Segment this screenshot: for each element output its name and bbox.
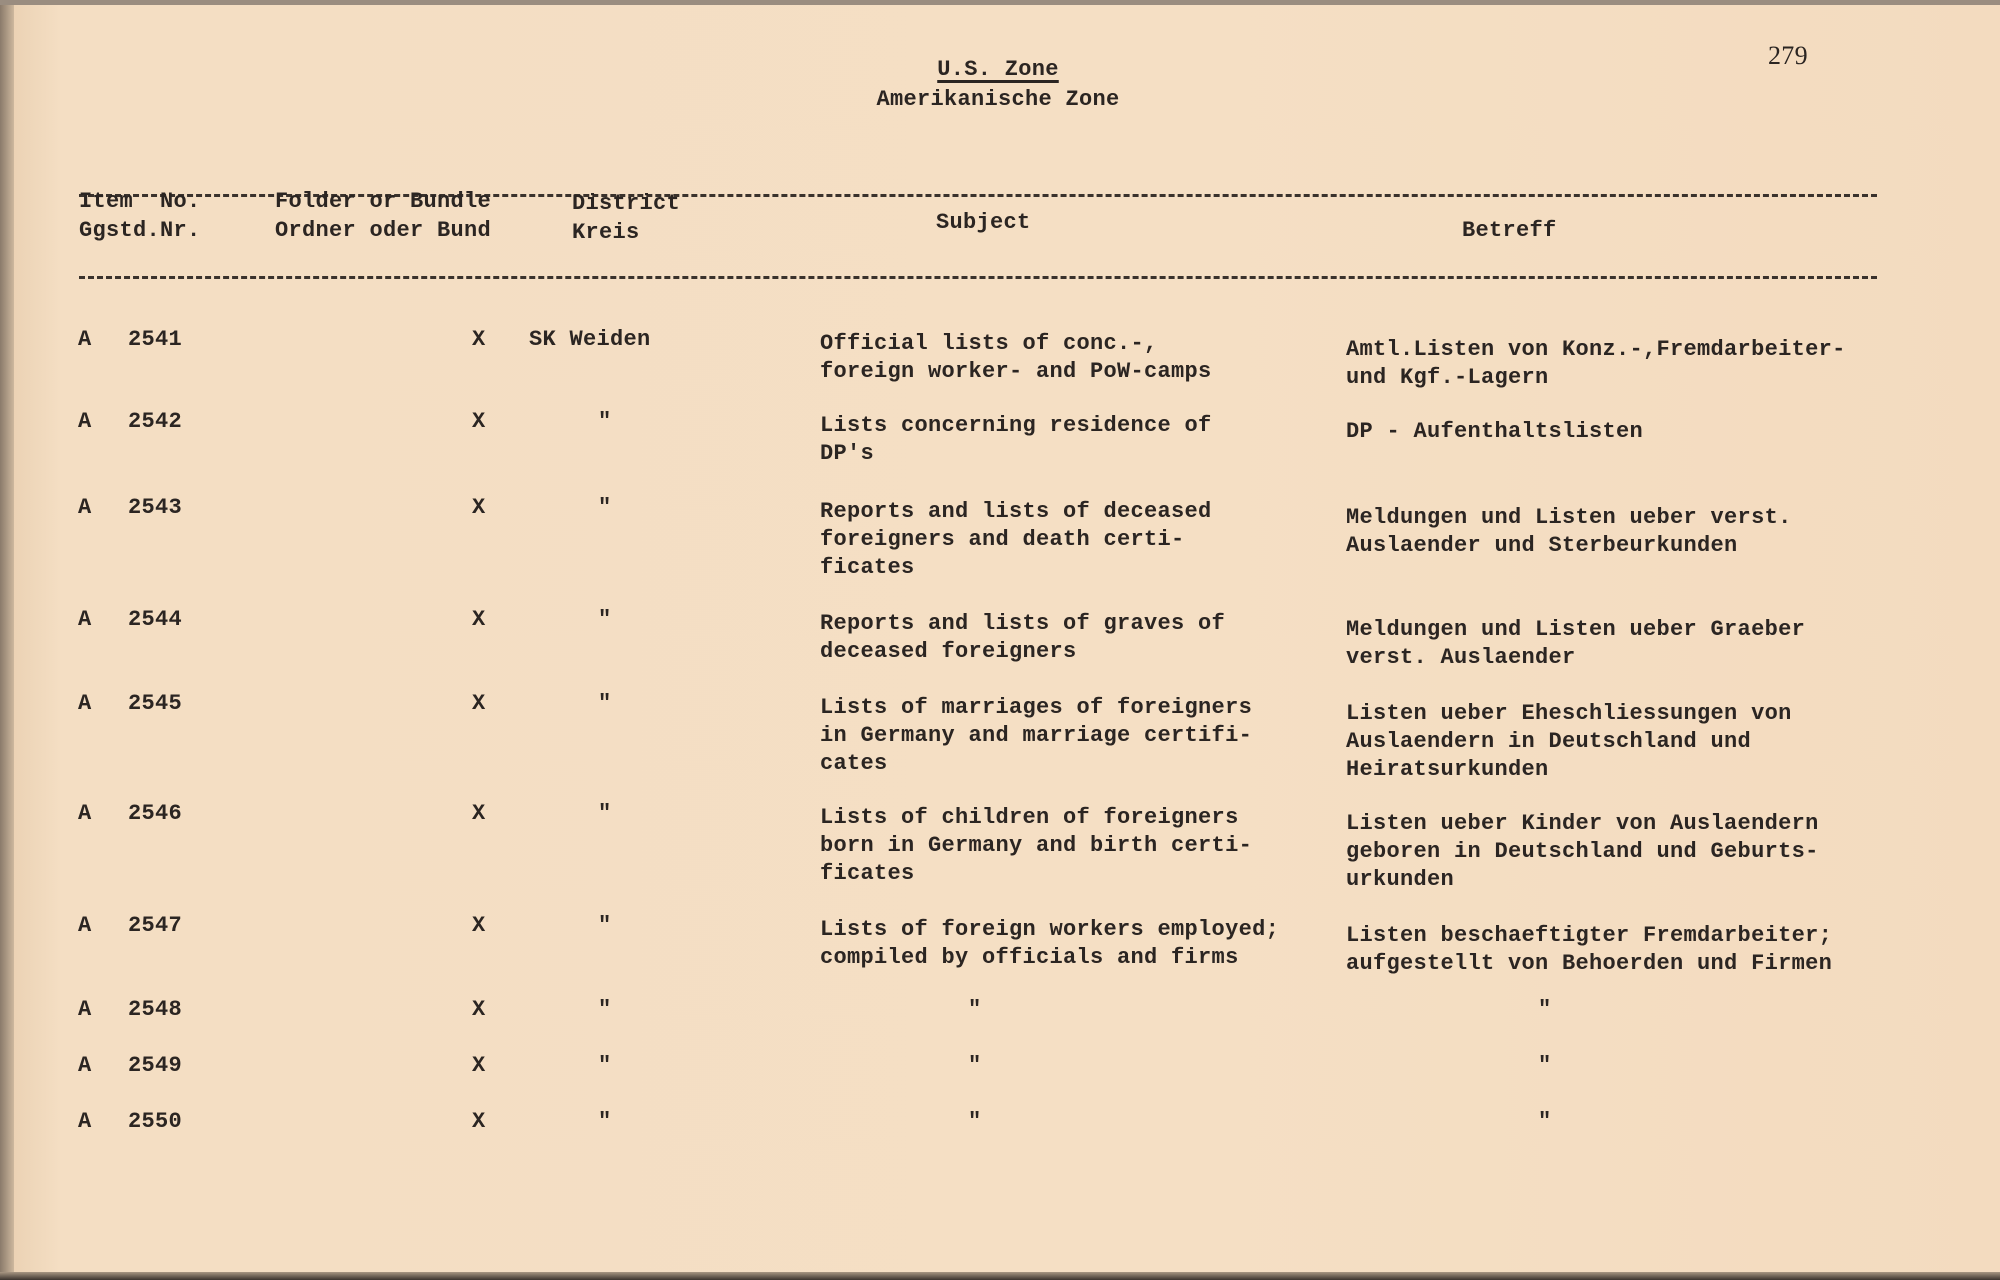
header-folder-en: Folder or Bundle [275,189,492,214]
header-folder-de: Ordner oder Bund [275,218,492,243]
page-bottom-edge [0,1272,2000,1280]
folder-mark: X [472,327,486,352]
district: " [598,1053,612,1078]
subject: Official lists of conc.-, foreign worker- and PoW-camps [820,331,1212,384]
betreff: DP - Aufenthaltslisten [1346,419,1644,444]
item-number: 2545 [128,691,183,716]
district: " [598,691,612,716]
row-prefix: A [78,495,92,520]
district: " [598,801,612,826]
folder-mark: X [472,801,486,826]
subject: " [968,997,982,1022]
item-number: 2541 [128,327,183,352]
betreff: Listen ueber Eheschliessungen von Auslaendern in Deutschland und Heiratsurkunden [1346,701,1792,782]
folder-mark: X [472,1053,486,1078]
district: " [598,1109,612,1134]
header-item-en: Item No. [79,189,201,214]
betreff: " [1538,1109,1552,1134]
row-prefix: A [78,1053,92,1078]
subject: Lists of children of foreigners born in Germany and birth certi- ficates [820,805,1253,886]
betreff: Meldungen und Listen ueber verst. Auslaender und Sterbeurkunden [1346,505,1792,558]
betreff: Meldungen und Listen ueber Graeber verst. Auslaender [1346,617,1806,670]
table-row [0,800,2000,920]
subject: Lists concerning residence of DP's [820,413,1212,466]
page-title: U.S. Zone [937,57,1059,82]
row-prefix: A [78,913,92,938]
page-number: 279 [1768,41,1808,70]
row-prefix: A [78,997,92,1022]
item-number: 2542 [128,409,183,434]
subject: Lists of marriages of foreigners in Germany and marriage certifi- cates [820,695,1253,776]
item-number: 2550 [128,1109,183,1134]
header-betreff: Betreff [1462,218,1557,243]
row-prefix: A [78,327,92,352]
subject: " [968,1109,982,1134]
betreff: Listen ueber Kinder von Auslaendern geboren in Deutschland und Geburts- urkunden [1346,811,1819,892]
folder-mark: X [472,607,486,632]
district: " [598,409,612,434]
item-number: 2548 [128,997,183,1022]
folder-mark: X [472,409,486,434]
district: " [598,997,612,1022]
subject: Reports and lists of graves of deceased foreigners [820,611,1226,664]
betreff: Amtl.Listen von Konz.-,Fremdarbeiter- und Kgf.-Lagern [1346,337,1846,390]
header-district-en: District [572,191,681,216]
item-number: 2543 [128,495,183,520]
folder-mark: X [472,1109,486,1134]
folder-mark: X [472,691,486,716]
district: " [598,495,612,520]
item-number: 2547 [128,913,183,938]
betreff: " [1538,997,1552,1022]
betreff: Listen beschaeftigter Fremdarbeiter; aufgestellt von Behoerden und Firmen [1346,923,1833,976]
item-number: 2544 [128,607,183,632]
table-row [0,1108,2000,1228]
item-number: 2546 [128,801,183,826]
folder-mark: X [472,495,486,520]
row-prefix: A [78,607,92,632]
row-prefix: A [78,691,92,716]
district: " [598,607,612,632]
district: " [598,913,612,938]
subject: " [968,1053,982,1078]
folder-mark: X [472,913,486,938]
header-item-de: Ggstd.Nr. [79,218,201,243]
district: SK Weiden [529,327,651,352]
header-district-de: Kreis [572,220,640,245]
subject: Lists of foreign workers employed; compiled by officials and firms [820,917,1280,970]
header-subject: Subject [936,210,1031,235]
betreff: " [1538,1053,1552,1078]
row-prefix: A [78,409,92,434]
subject: Reports and lists of deceased foreigners and death certi- ficates [820,499,1212,580]
row-prefix: A [78,801,92,826]
page-top-edge [0,0,2000,5]
header-bottom-divider [79,276,1877,279]
table-row [0,494,2000,614]
row-prefix: A [78,1109,92,1134]
table-row [0,690,2000,810]
folder-mark: X [472,997,486,1022]
page-subtitle: Amerikanische Zone [876,87,1120,112]
item-number: 2549 [128,1053,183,1078]
